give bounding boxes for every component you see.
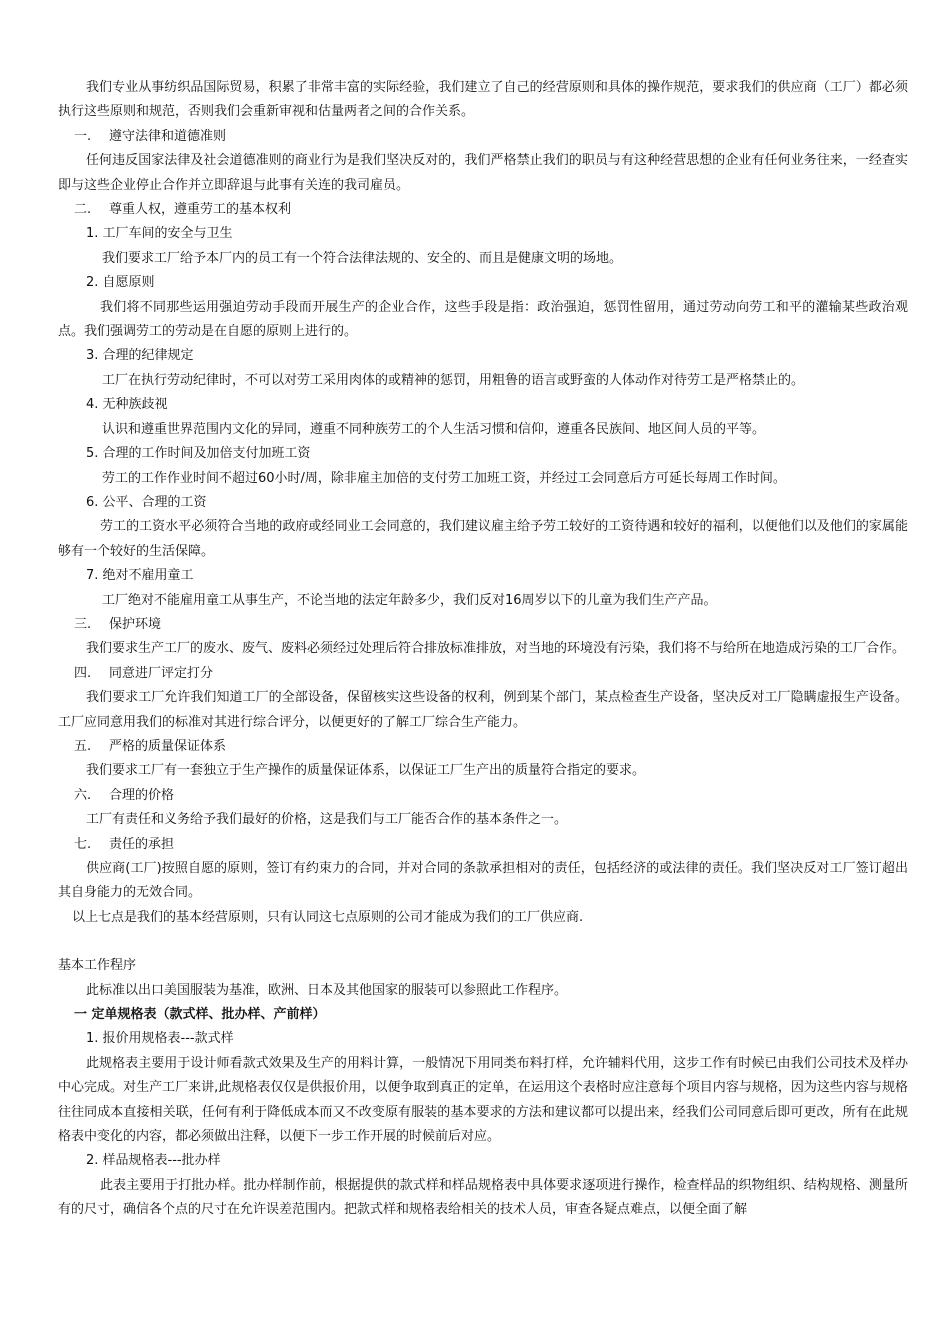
blank-line	[58, 930, 908, 954]
s2-item-body-4: 认识和遵重世界范围内文化的异同，遵重不同种族劳工的个人生活习惯和信仰，遵重各民族间、地区间人员的平等。	[102, 421, 766, 437]
section-3-body: 我们要求生产工厂的废水、废气、废料必须经过处理后符合排放标准排放，对当地的环境没有污染，我们将不与给所在地造成污染的工厂合作。	[86, 641, 906, 657]
section-heading-3: 三. 保护环境	[74, 616, 162, 632]
section-5-body: 我们要求工厂有一套独立于生产操作的质量保证体系，以保证工厂生产出的质量符合指定的要求。	[86, 763, 646, 779]
s2-item-body-3: 工厂在执行劳动纪律时，不可以对劳工采用肉体的或精神的惩罚，用粗鲁的语言或野蛮的人体动作对待劳工是严格禁止的。	[102, 372, 805, 388]
s2-item-title-1: 1. 工厂车间的安全与卫生	[86, 226, 233, 242]
procedure-item-body-2: 此表主要用于打批办样。批办样制作前，根据提供的款式样和样品规格表中具体要求逐项进行操作，检查样品的织物组织、结构规格、测量所有的尺寸，确信各个点的尺寸在允许误差范围内。把款式样和规格表给相关的技术人员，审查各疑点难点，以便全面了解	[58, 1177, 908, 1218]
section-4-body: 我们要求工厂允许我们知道工厂的全部设备，保留核实这些设备的权利，例到某个部门，某点检查生产设备，坚决反对工厂隐瞒虚报生产设备。工厂应同意用我们的标准对其进行综合评分，以便更好的了解工厂综合生产能力。	[58, 690, 908, 730]
section-1-body: 任何违反国家法律及社会道德准则的商业行为是我们坚决反对的，我们严格禁止我们的职员与有这种经营思想的企业有任何业务往来，一经查实即与这些企业停止合作并立即辞退与此事有关连的我司雇员。	[58, 153, 908, 193]
procedure-item-body-1: 此规格表主要用于设计师看款式效果及生产的用料计算，一般情况下用同类布料打样，允许辅料代用，这步工作有时候已由我们公司技术及样办中心完成。对生产工厂来讲,此规格表仅仅是供报价用，以便争取到真正的定单，在运用这个表格时应注意每个项目内容与规格，因为这些内容与规格往往同成本直接相关联，任何有利于降低成本而又不改变原有服装的基本要求的方法和建议都可以提出来，经我们公司同意后即可更改，所有在此规格表中变化的内容，都必须做出注释，以便下一步工作开展的时候前后对应。	[58, 1055, 908, 1145]
s2-item-title-7: 7. 绝对不雇用童工	[86, 568, 194, 584]
s2-item-title-6: 6. 公平、合理的工资	[86, 494, 207, 510]
section-heading-6: 六. 合理的价格	[74, 787, 175, 803]
procedure-item-title-2: 2. 样品规格表---批办样	[86, 1153, 221, 1169]
s2-item-body-5: 劳工的工作作业时间不超过60小时/周，除非雇主加倍的支付劳工加班工资，并经过工会同意后方可延长每周工作时间。	[102, 470, 786, 486]
section-7-body: 供应商(工厂)按照自愿的原则，签订有约束力的合同，并对合同的条款承担相对的责任，包括经济的或法律的责任。我们坚决反对工厂签订超出其自身能力的无效合同。	[58, 861, 908, 901]
s2-item-body-7: 工厂绝对不能雇用童工从事生产，不论当地的法定年龄多少，我们反对16周岁以下的儿童为我们生产产品。	[102, 592, 717, 608]
section-heading-7: 七. 责任的承担	[74, 836, 175, 852]
part1-heading: 一 定单规格表（款式样、批办样、产前样）	[74, 1007, 326, 1023]
s2-item-title-3: 3. 合理的纪律规定	[86, 348, 194, 364]
section-heading-1: 一. 遵守法律和道德准则	[74, 128, 227, 144]
s2-item-body-6: 劳工的工资水平必须符合当地的政府或经同业工会同意的，我们建议雇主给予劳工较好的工资待遇和较好的福利，以便他们以及他们的家属能够有一个较好的生活保障。	[58, 519, 908, 559]
procedure-intro: 此标准以出口美国服装为基准，欧洲、日本及其他国家的服装可以参照此工作程序。	[86, 982, 568, 998]
section-heading-2: 二. 尊重人权，遵重劳工的基本权利	[74, 202, 292, 218]
s2-item-body-2: 我们将不同那些运用强迫劳动手段而开展生产的企业合作，这些手段是指：政治强迫，惩罚性留用，通过劳动向劳工和平的灌输某些政治观点。我们强调劳工的劳动是在自愿的原则上进行的。	[58, 299, 908, 340]
section-heading-5: 五. 严格的质量保证体系	[74, 738, 227, 754]
s2-item-body-1: 我们要求工厂给予本厂内的员工有一个符合法律法规的、安全的、而且是健康文明的场地。	[102, 250, 623, 266]
summary-paragraph: 以上七点是我们的基本经营原则，只有认同这七点原则的公司才能成为我们的工厂供应商.	[72, 909, 584, 925]
document-body	[58, 76, 908, 1223]
section-heading-4: 四. 同意进厂评定打分	[74, 665, 214, 681]
intro-paragraph: 我们专业从事纺织品国际贸易，积累了非常丰富的实际经验，我们建立了自己的经营原则和具体的操作规范，要求我们的供应商（工厂）都必须执行这些原则和规范，否则我们会重新审视和估量两者之间的合作关系。	[58, 80, 908, 120]
section-6-body: 工厂有责任和义务给予我们最好的价格，这是我们与工厂能否合作的基本条件之一。	[86, 812, 568, 828]
procedure-title: 基本工作程序	[58, 958, 137, 974]
s2-item-title-4: 4. 无种族歧视	[86, 397, 168, 413]
s2-item-title-2: 2. 自愿原则	[86, 275, 155, 291]
procedure-item-title-1: 1. 报价用规格表---款式样	[86, 1031, 234, 1047]
s2-item-title-5: 5. 合理的工作时间及加倍支付加班工资	[86, 446, 311, 462]
